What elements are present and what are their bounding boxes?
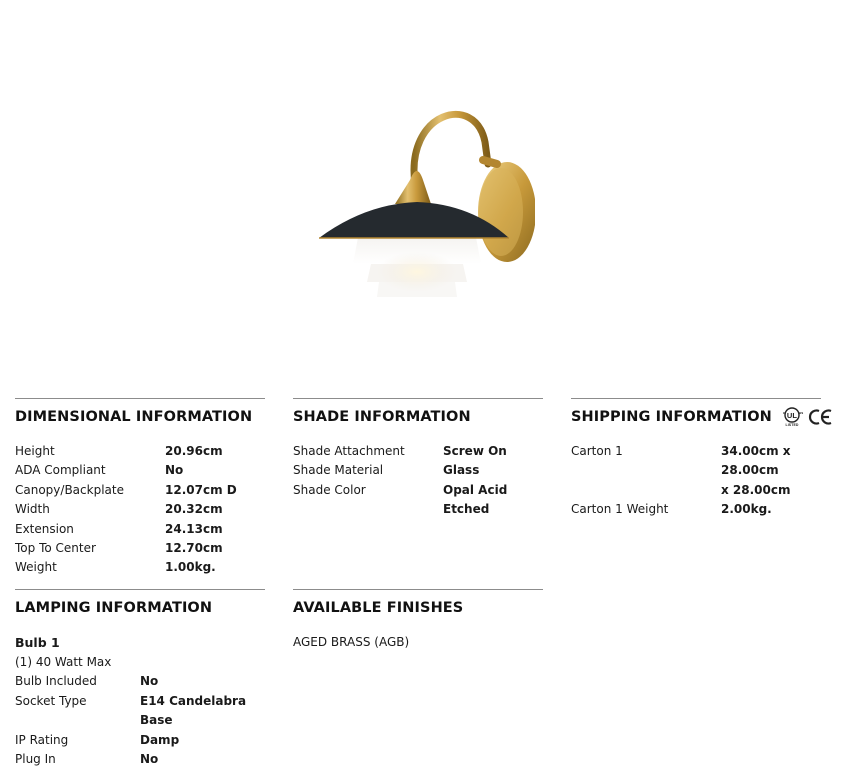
- section-divider: [571, 398, 821, 399]
- spec-row-width: Width 20.32cm: [15, 502, 223, 517]
- shade-section: [293, 398, 543, 520]
- bulb-title: Bulb 1: [15, 635, 60, 650]
- spec-row-shade-material: Shade Material Glass: [293, 463, 480, 478]
- finish-item: AGED BRASS (AGB): [293, 635, 410, 649]
- spec-row-extension: Extension 24.13cm: [15, 521, 223, 536]
- lamping-section: [15, 589, 265, 769]
- ul-listed-icon: [780, 407, 804, 427]
- section-title-text: SHIPPING INFORMATION: [571, 409, 772, 425]
- section-divider: [293, 589, 543, 590]
- svg-text:UL: UL: [786, 411, 798, 420]
- section-title: [571, 406, 836, 428]
- spec-row-weight: Weight 1.00kg.: [15, 560, 216, 575]
- section-title: LAMPING INFORMATION: [15, 600, 213, 616]
- spec-row-top-to-center: Top To Center 12.70cm: [15, 541, 223, 556]
- svg-text:us: us: [798, 411, 804, 415]
- spec-row-carton-1: Carton 1 34.00cm x 28.00cm x 28.00cm: [571, 444, 791, 497]
- spec-row-ip-rating: IP Rating Damp: [15, 732, 180, 747]
- section-divider: [15, 398, 265, 399]
- spec-row-socket-type: Socket Type E14 Candelabra Base: [15, 693, 247, 728]
- section-title: SHADE INFORMATION: [293, 409, 471, 425]
- spec-row-plug-in: Plug In No: [15, 752, 159, 767]
- spec-row-shade-attachment: Shade Attachment Screw On: [293, 444, 507, 458]
- shipping-section: [571, 398, 836, 520]
- product-image: [305, 92, 535, 302]
- spec-row-ada: ADA Compliant No: [15, 463, 184, 478]
- spec-row-canopy: Canopy/Backplate 12.07cm D: [15, 482, 237, 497]
- spec-row-carton-1-weight: Carton 1 Weight 2.00kg.: [571, 502, 772, 517]
- finishes-section: [293, 589, 543, 652]
- dimensional-section: [15, 398, 265, 578]
- spec-row-bulb-included: Bulb Included No: [15, 674, 159, 689]
- svg-text:LISTED: LISTED: [785, 423, 799, 427]
- wall-sconce-icon: [305, 92, 535, 302]
- spec-row-shade-color: Shade Color Opal Acid Etched: [293, 482, 508, 517]
- ce-mark-icon: [808, 408, 834, 426]
- bulb-description: (1) 40 Watt Max: [15, 655, 112, 669]
- svg-text:c: c: [782, 411, 785, 415]
- section-title: DIMENSIONAL INFORMATION: [15, 409, 253, 425]
- section-divider: [293, 398, 543, 399]
- section-title: AVAILABLE FINISHES: [293, 600, 464, 616]
- spec-row-height: Height 20.96cm: [15, 444, 223, 458]
- section-divider: [15, 589, 265, 590]
